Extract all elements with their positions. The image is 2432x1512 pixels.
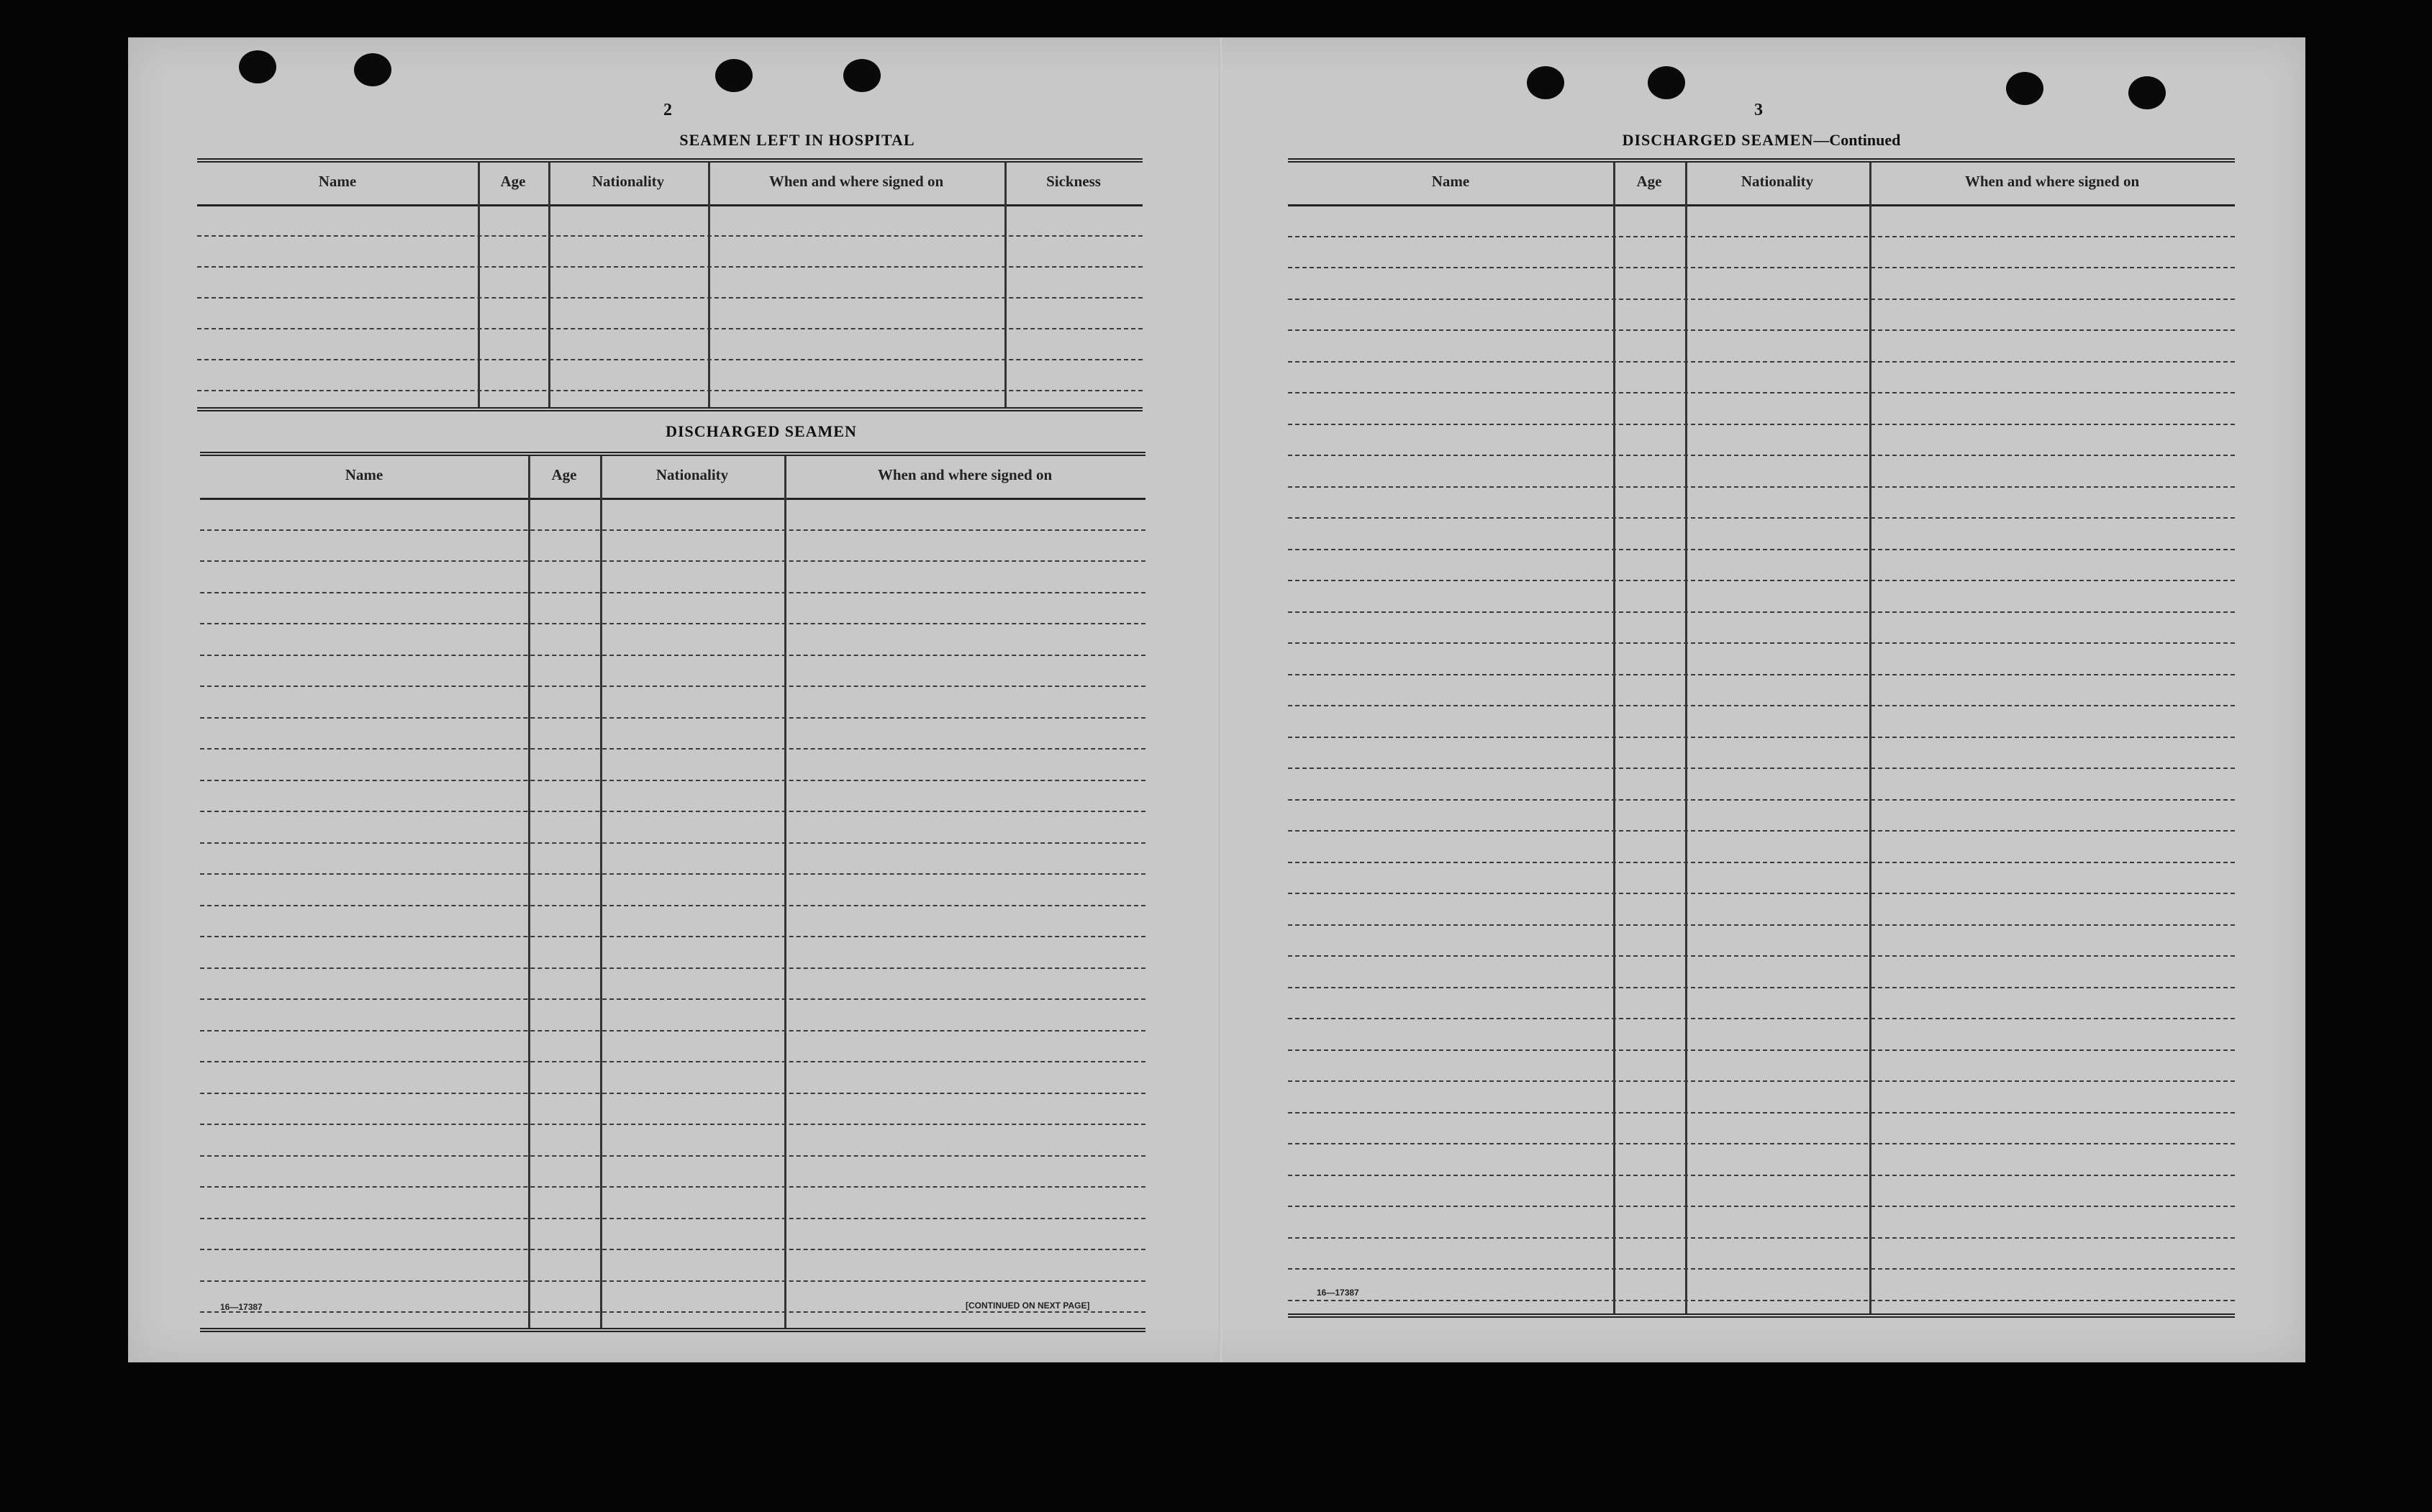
column-rule — [1613, 163, 1615, 1313]
discharged-section-title: DISCHARGED SEAMEN — [666, 422, 857, 440]
entry-line — [1288, 768, 2235, 769]
entry-line — [200, 842, 1145, 844]
hospital-table-header — [197, 163, 1143, 206]
discharged-continued-title — [1567, 131, 1956, 150]
entry-line — [200, 529, 1145, 531]
continued-col-name: Name — [1431, 173, 1470, 190]
discharged-col-name: Name — [345, 466, 384, 483]
discharged-continued-title-main: DISCHARGED SEAMEN — [1622, 131, 1814, 149]
discharged-continued-table-header — [1288, 163, 2235, 206]
entry-line — [200, 1311, 1145, 1313]
discharged-continued-title-suffix: —Continued — [1813, 131, 1901, 149]
discharged-col-nationality: Nationality — [655, 466, 729, 483]
entry-line — [1288, 329, 2235, 331]
entry-line — [1288, 1143, 2235, 1144]
column-rule — [478, 163, 480, 407]
column-rule — [784, 456, 786, 1328]
entry-line — [1288, 392, 2235, 393]
punch-hole — [354, 53, 391, 86]
entry-line — [1288, 236, 2235, 237]
entry-line — [1288, 830, 2235, 832]
page-number-left: 2 — [663, 101, 672, 119]
entry-line — [200, 873, 1145, 875]
entry-line — [197, 235, 1143, 237]
column-rule — [1004, 163, 1007, 407]
continued-col-signed-on: When and where signed on — [1964, 173, 2140, 190]
punch-hole — [843, 59, 881, 92]
entry-line — [200, 998, 1145, 1000]
entry-line — [200, 811, 1145, 812]
entry-line — [1288, 893, 2235, 894]
entry-line — [1288, 1080, 2235, 1082]
hospital-table — [197, 158, 1143, 411]
entry-line — [1288, 1112, 2235, 1113]
punch-hole — [1527, 66, 1564, 99]
entry-line — [200, 560, 1145, 562]
entry-line — [200, 1093, 1145, 1094]
entry-line — [1288, 1175, 2235, 1176]
entry-line — [200, 1186, 1145, 1188]
entry-line — [200, 1124, 1145, 1125]
entry-line — [1288, 455, 2235, 456]
entry-line — [1288, 517, 2235, 519]
hospital-col-signed-on: When and where signed on — [768, 173, 944, 190]
entry-line — [1288, 705, 2235, 706]
hospital-section-title: SEAMEN LEFT IN HOSPITAL — [679, 131, 915, 149]
punch-hole — [2006, 72, 2043, 105]
entry-line — [1288, 549, 2235, 550]
entry-line — [1288, 987, 2235, 988]
column-rule — [708, 163, 710, 407]
entry-line — [200, 623, 1145, 624]
entry-line — [200, 1249, 1145, 1250]
entry-line — [200, 592, 1145, 593]
form-number-right: 16—17387 — [1317, 1288, 1359, 1298]
entry-line — [200, 1218, 1145, 1219]
entry-line — [1288, 862, 2235, 863]
entry-line — [1288, 1268, 2235, 1270]
discharged-col-age: Age — [551, 466, 577, 483]
discharged-table-header — [200, 456, 1145, 500]
column-rule — [1685, 163, 1687, 1313]
hospital-col-name: Name — [318, 173, 357, 190]
column-rule — [528, 456, 530, 1328]
entry-line — [197, 359, 1143, 360]
entry-line — [200, 1155, 1145, 1157]
entry-line — [200, 936, 1145, 937]
continued-col-nationality: Nationality — [1741, 173, 1814, 190]
entry-line — [1288, 955, 2235, 957]
entry-line — [197, 297, 1143, 299]
entry-line — [1288, 1049, 2235, 1051]
form-number-left: 16—17387 — [220, 1302, 263, 1312]
entry-line — [1288, 1018, 2235, 1019]
entry-line — [1288, 267, 2235, 268]
entry-line — [200, 748, 1145, 750]
entry-line — [1288, 737, 2235, 738]
entry-line — [197, 266, 1143, 268]
entry-line — [197, 390, 1143, 391]
punch-hole — [715, 59, 753, 92]
entry-line — [200, 1061, 1145, 1062]
entry-line — [200, 780, 1145, 781]
entry-line — [200, 905, 1145, 906]
page-number-right: 3 — [1754, 101, 1763, 119]
entry-line — [200, 717, 1145, 719]
page-fold — [1219, 37, 1222, 1362]
column-rule — [600, 456, 602, 1328]
punch-hole — [1648, 66, 1685, 99]
entry-line — [1288, 361, 2235, 363]
entry-line — [1288, 424, 2235, 425]
entry-line — [200, 1030, 1145, 1031]
entry-line — [1288, 674, 2235, 675]
hospital-col-nationality: Nationality — [591, 173, 665, 190]
discharged-continued-table — [1288, 158, 2235, 1318]
discharged-table — [200, 452, 1145, 1332]
punch-hole — [2128, 76, 2166, 109]
entry-line — [200, 686, 1145, 687]
entry-line — [197, 328, 1143, 329]
entry-line — [1288, 1237, 2235, 1239]
entry-line — [1288, 611, 2235, 613]
entry-line — [1288, 486, 2235, 488]
column-rule — [1869, 163, 1871, 1313]
entry-line — [200, 655, 1145, 656]
punch-hole — [239, 50, 276, 83]
entry-line — [200, 1280, 1145, 1282]
continued-note: [CONTINUED ON NEXT PAGE] — [966, 1301, 1090, 1311]
entry-line — [1288, 924, 2235, 926]
entry-line — [1288, 299, 2235, 300]
hospital-col-age: Age — [500, 173, 526, 190]
entry-line — [1288, 1206, 2235, 1207]
entry-line — [1288, 580, 2235, 581]
entry-line — [1288, 799, 2235, 801]
discharged-col-signed-on: When and where signed on — [877, 466, 1053, 483]
entry-line — [1288, 642, 2235, 644]
document-sheet — [128, 37, 2305, 1362]
hospital-col-sickness: Sickness — [1046, 173, 1101, 190]
column-rule — [548, 163, 550, 407]
entry-line — [200, 967, 1145, 969]
entry-line — [1288, 1300, 2235, 1301]
continued-col-age: Age — [1636, 173, 1662, 190]
